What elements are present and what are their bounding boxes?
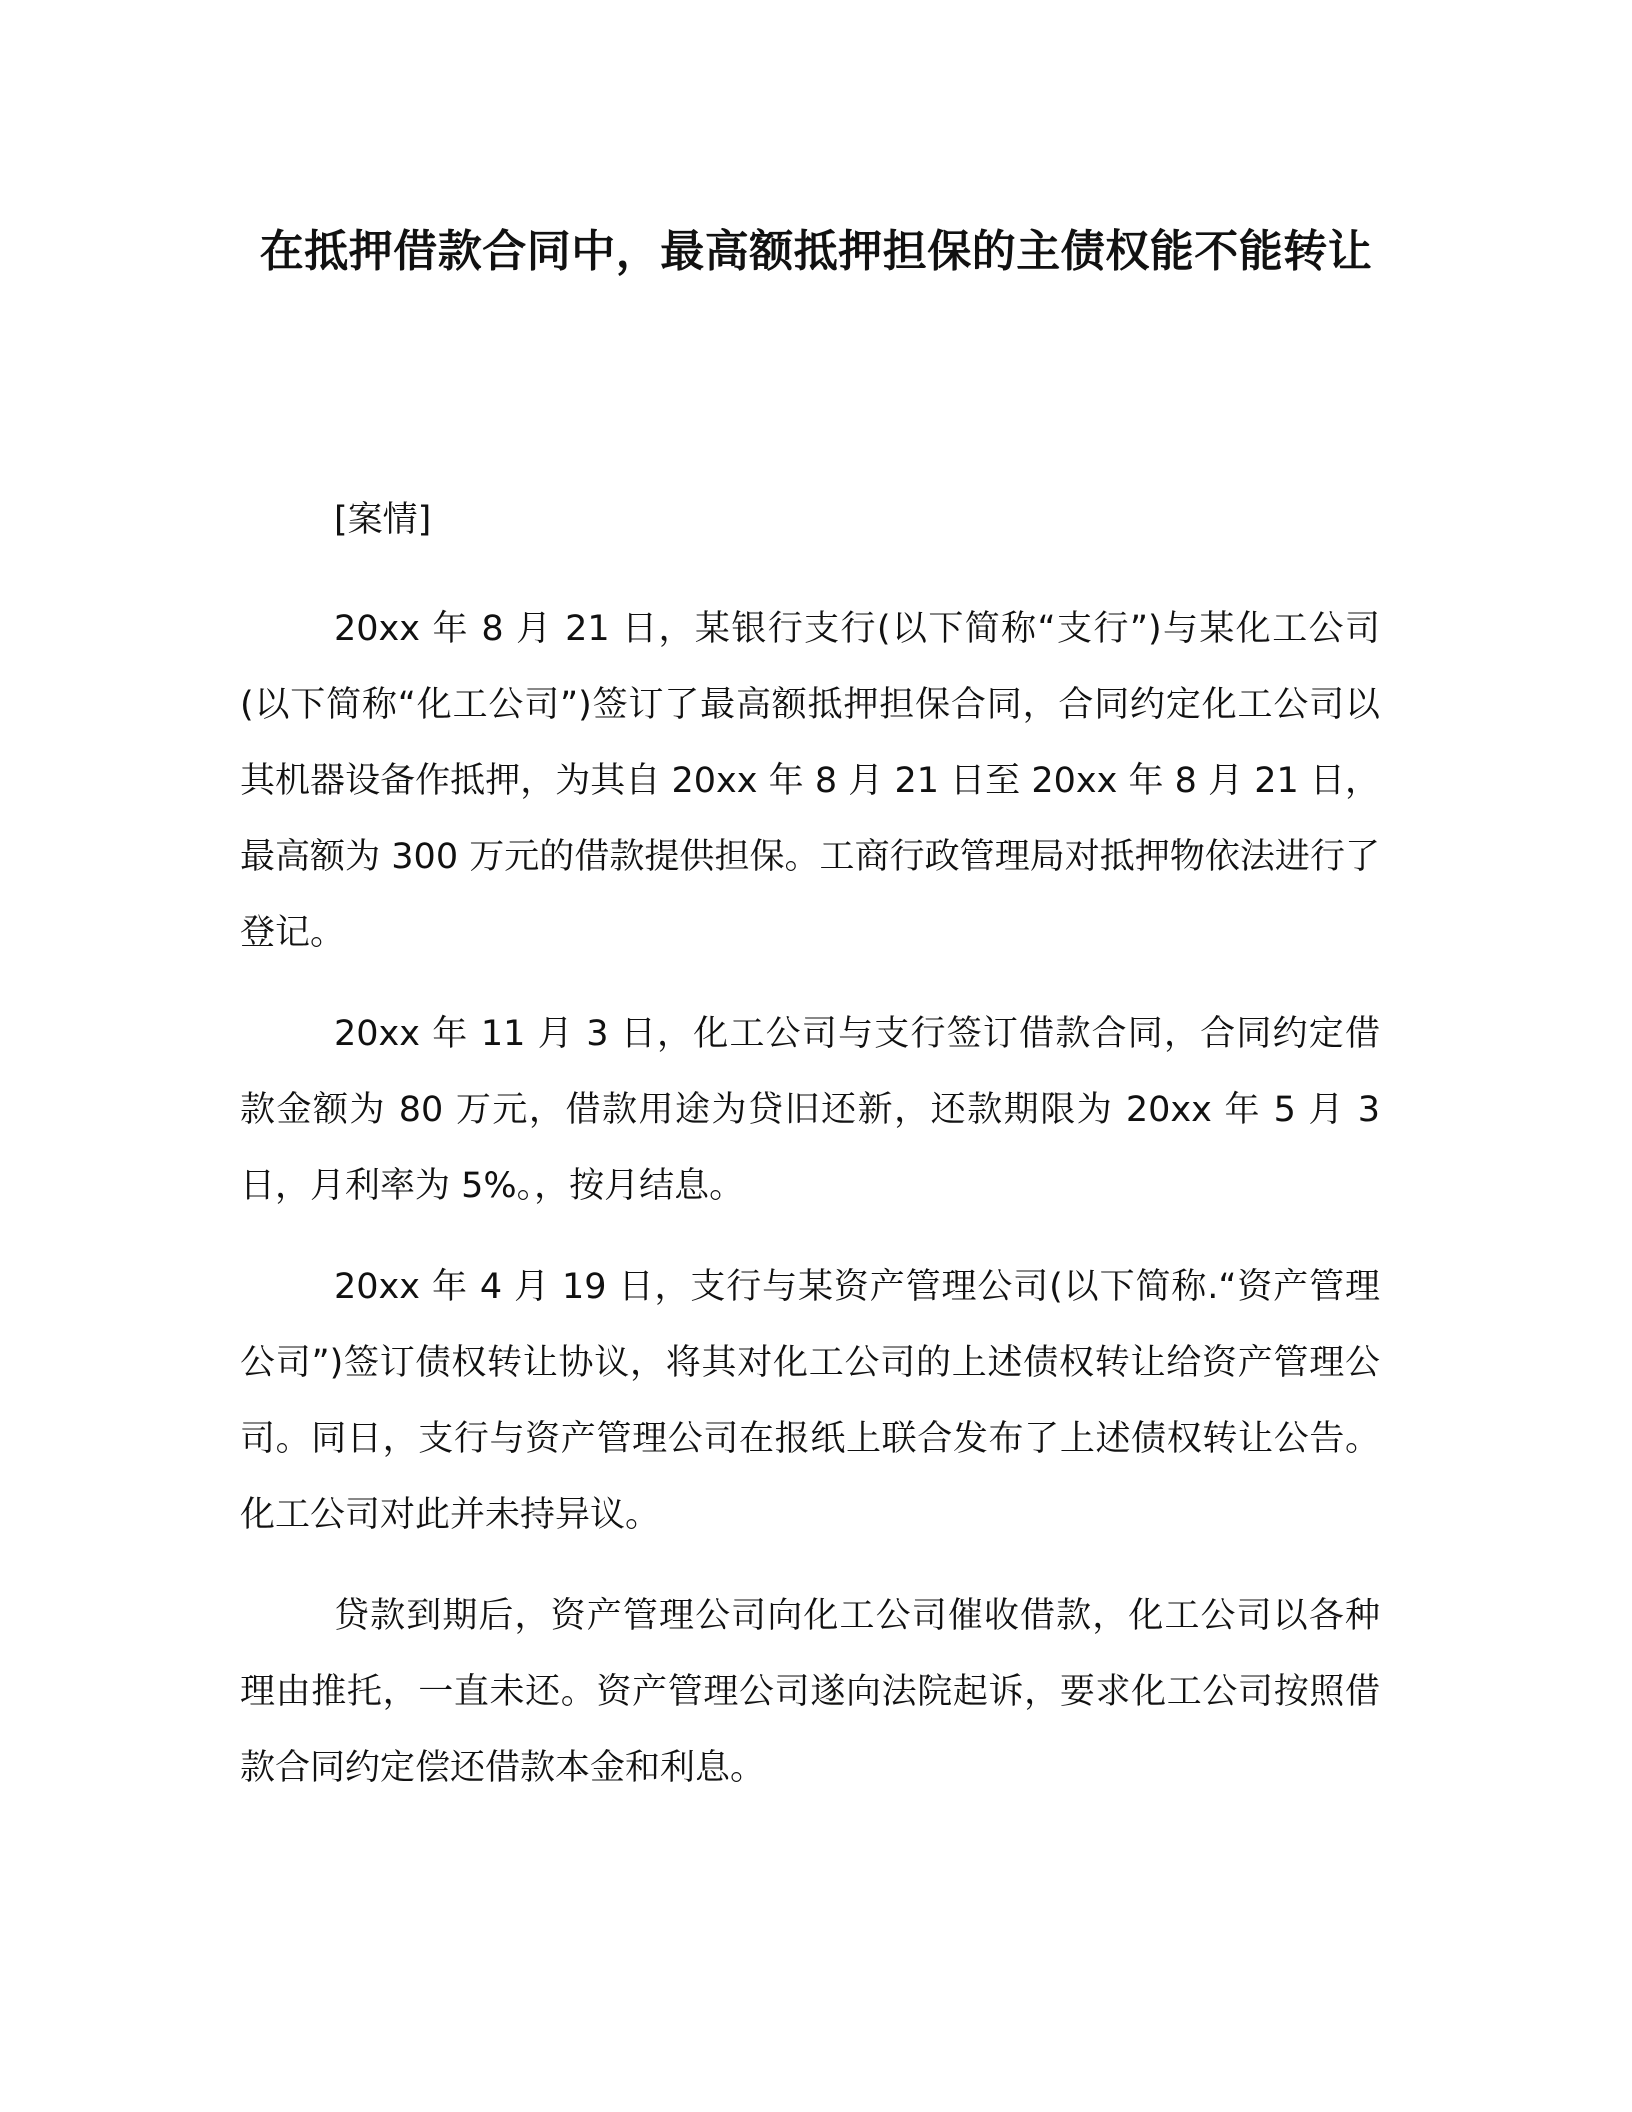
paragraph-1: 20xx 年 8 月 21 日，某银行支行(以下简称“支行”)与某化工公司(以下简称“化工公司”)签订了最高额抵押担保合同，合同约定化工公司以其机器设备作抵押，为其自 20xx 年 8 月 21 日至 20xx 年 8 月 21 日，最高额为 300 万元的借款提供担保。工商行政管理局对抵押物依法进行了登记。 <box>240 609 1380 953</box>
document-body <box>240 490 1380 1831</box>
section-label: [案情] <box>334 500 432 540</box>
paragraph-3: 20xx 年 4 月 19 日，支行与某资产管理公司(以下简称.“资产管理公司”)签订债权转让协议，将其对化工公司的上述债权转让给资产管理公司。同日，支行与资产管理公司在报纸上联合发布了上述债权转让公告。化工公司对此并未持异议。 <box>240 1267 1380 1535</box>
document-title: 在抵押借款合同中，最高额抵押担保的主债权能不能转让 <box>259 226 1373 277</box>
paragraph-4: 贷款到期后，资产管理公司向化工公司催收借款，化工公司以各种理由推托，一直未还。资产管理公司遂向法院起诉，要求化工公司按照借款合同约定偿还借款本金和利息。 <box>240 1596 1380 1788</box>
paragraph-2: 20xx 年 11 月 3 日，化工公司与支行签订借款合同，合同约定借款金额为 80 万元，借款用途为贷旧还新，还款期限为 20xx 年 5 月 3 日，月利率为 5%。，按月结息。 <box>240 1014 1380 1206</box>
